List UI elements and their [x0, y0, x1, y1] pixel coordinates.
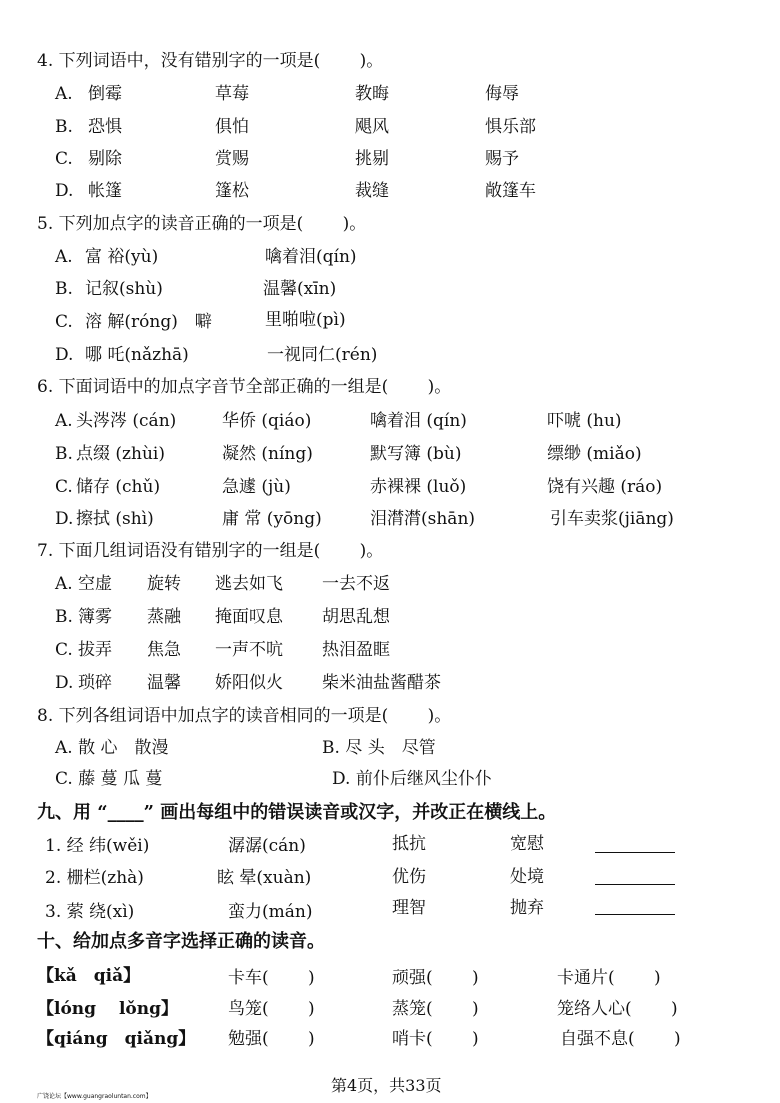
q4-label-c: C. — [55, 149, 73, 169]
s10-r1-1: 卡车( ) — [228, 968, 315, 988]
q5-stem: 5. 下列加点字的读音正确的一项是( )。 — [37, 214, 367, 234]
q7-b-2: 蒸融 — [147, 607, 181, 627]
page-number: 第4页，共33页 — [331, 1076, 442, 1095]
s9-r1-1: 1. 经 纬(wěi) — [45, 836, 150, 856]
s9-r1-3: 抵抗 — [392, 834, 426, 854]
q4-c-4: 赐予 — [485, 149, 519, 169]
q6-d-3: 泪潸潸(shān) — [370, 509, 476, 529]
q4-label-b: B. — [55, 117, 73, 137]
s10-r2-3: 笼络人心( ) — [557, 999, 678, 1019]
s10-r3-3: 自强不息( ) — [560, 1029, 681, 1049]
s10-r3-1: 勉强( ) — [228, 1029, 315, 1049]
q5-c-2: 里啪啦(pì) — [265, 310, 346, 330]
q7-a-1: 空虚 — [78, 574, 112, 594]
s10-r2-pinyin: 【lóng lǒng】 — [37, 999, 179, 1019]
q4-a-4: 侮辱 — [485, 84, 519, 104]
q6-b-1: 点缀 (zhùi) — [76, 444, 165, 464]
q6-c-4: 饶有兴趣 (ráo) — [547, 477, 663, 497]
q6-a-2: 华侨 (qiáo) — [222, 411, 312, 431]
q5-b-1: 记叙(shù) — [85, 279, 163, 299]
q7-label-c: C. — [55, 640, 73, 660]
s9-r2-answer-blank[interactable] — [595, 884, 675, 885]
s9-r3-2: 蛮力(mán) — [228, 902, 313, 922]
q6-c-3: 赤裸裸 (luǒ) — [370, 477, 467, 497]
q4-stem: 4. 下列词语中，没有错别字的一项是( )。 — [37, 51, 384, 71]
q4-b-1: 恐惧 — [88, 117, 122, 137]
s9-r2-3: 优伤 — [392, 867, 426, 887]
q4-d-2: 篷松 — [215, 181, 249, 201]
s9-r2-1: 2. 栅栏(zhà) — [45, 868, 144, 888]
s9-r1-answer-blank[interactable] — [595, 852, 675, 853]
q6-c-2: 急遽 (jù) — [222, 477, 291, 497]
q8-b: B. 尽 头 尽管 — [322, 738, 436, 758]
q5-a-2: 噙着泪(qín) — [265, 247, 357, 267]
q7-d-4: 柴米油盐酱醋茶 — [322, 673, 441, 693]
q6-c-1: 储存 (chǔ) — [76, 477, 161, 497]
q6-a-1: 头涔涔 (cán) — [76, 411, 177, 431]
q7-label-d: D. — [55, 673, 74, 693]
q7-c-4: 热泪盈眶 — [322, 640, 390, 660]
q5-d-1: 哪 吒(nǎzhā) — [85, 345, 189, 365]
q6-b-2: 凝然 (níng) — [222, 444, 313, 464]
q4-a-1: 倒霉 — [88, 84, 122, 104]
s9-r2-2: 眩 晕(xuàn) — [217, 868, 312, 888]
q7-c-2: 焦急 — [147, 640, 181, 660]
q7-stem: 7. 下面几组词语没有错别字的一组是( )。 — [37, 541, 384, 561]
q6-d-2: 庸 常 (yōng) — [222, 509, 322, 529]
q4-a-2: 草莓 — [215, 84, 249, 104]
s9-r3-answer-blank[interactable] — [595, 914, 675, 915]
q7-c-1: 拔弄 — [78, 640, 112, 660]
q4-b-3: 飓风 — [355, 117, 389, 137]
q4-c-1: 剔除 — [88, 149, 122, 169]
s9-r2-4: 处境 — [510, 867, 544, 887]
q6-b-4: 缥缈 (miǎo) — [547, 444, 642, 464]
s10-r1-pinyin: 【kǎ qiǎ】 — [37, 966, 141, 986]
q5-a-1: 富 裕(yù) — [85, 247, 159, 267]
q7-d-1: 琐碎 — [78, 673, 112, 693]
q5-label-b: B. — [55, 279, 73, 299]
q6-stem: 6. 下面词语中的加点字音节全部正确的一组是( )。 — [37, 377, 452, 397]
q6-b-3: 默写簿 (bù) — [370, 444, 462, 464]
s10-r1-3: 卡通片( ) — [557, 968, 661, 988]
q8-d: D. 前仆后继风尘仆仆 — [332, 769, 492, 789]
q5-b-2: 温馨(xīn) — [263, 279, 337, 299]
q7-d-3: 娇阳似火 — [215, 673, 283, 693]
s9-r3-1: 3. 萦 绕(xì) — [45, 902, 135, 922]
s10-r1-2: 顽强( ) — [392, 968, 479, 988]
s9-r3-4: 抛弃 — [510, 898, 544, 918]
s10-r3-pinyin: 【qiáng qiǎng】 — [37, 1029, 196, 1049]
q4-b-2: 俱怕 — [215, 117, 249, 137]
q5-label-a: A. — [55, 247, 73, 267]
section-10-title: 十、给加点多音字选择正确的读音。 — [37, 931, 325, 952]
q4-c-3: 挑剔 — [355, 149, 389, 169]
q6-label-b: B. — [55, 444, 73, 464]
q7-b-3: 掩面叹息 — [215, 607, 283, 627]
q7-label-a: A. — [55, 574, 73, 594]
q8-a: A. 散 心 散漫 — [55, 738, 169, 758]
q4-c-2: 赏赐 — [215, 149, 249, 169]
q7-a-4: 一去不返 — [322, 574, 390, 594]
q8-stem: 8. 下列各组词语中加点字的读音相同的一项是( )。 — [37, 706, 452, 726]
q6-a-4: 吓唬 (hu) — [547, 411, 622, 431]
q7-d-2: 温馨 — [147, 673, 181, 693]
q4-d-1: 帐篷 — [88, 181, 122, 201]
q7-c-3: 一声不吭 — [215, 640, 283, 660]
q6-d-4: 引车卖浆(jiāng) — [550, 509, 674, 529]
q5-label-c: C. — [55, 312, 73, 332]
q5-label-d: D. — [55, 345, 74, 365]
q7-a-3: 逃去如飞 — [215, 574, 283, 594]
section-9-title: 九、用 “____” 画出每组中的错误读音或汉字，并改正在横线上。 — [37, 802, 557, 823]
s10-r3-2: 哨卡( ) — [392, 1029, 479, 1049]
s9-r1-4: 宽慰 — [510, 834, 544, 854]
q4-a-3: 教晦 — [355, 84, 389, 104]
q6-label-a: A. — [55, 411, 73, 431]
q5-c-1: 溶 解(róng) 噼 — [85, 312, 212, 332]
q7-label-b: B. — [55, 607, 73, 627]
q8-c: C. 藤 蔓 瓜 蔓 — [55, 769, 163, 789]
s9-r1-2: 潺潺(cán) — [228, 836, 306, 856]
q6-a-3: 噙着泪 (qín) — [370, 411, 467, 431]
q6-label-c: C. — [55, 477, 73, 497]
q4-label-a: A. — [55, 84, 73, 104]
q7-b-1: 簿雾 — [78, 607, 112, 627]
q6-d-1: 擦拭 (shì) — [76, 509, 154, 529]
q5-d-2: 一视同仁(rén) — [267, 345, 378, 365]
s10-r2-2: 蒸笼( ) — [392, 999, 479, 1019]
q7-b-4: 胡思乱想 — [322, 607, 390, 627]
q4-d-3: 裁缝 — [355, 181, 389, 201]
q4-d-4: 敞篷车 — [485, 181, 536, 201]
q7-a-2: 旋转 — [147, 574, 181, 594]
q4-label-d: D. — [55, 181, 74, 201]
s9-r3-3: 理智 — [392, 898, 426, 918]
site-watermark: 广饶论坛【www.guangraoluntan.com】 — [37, 1093, 152, 1100]
s10-r2-1: 鸟笼( ) — [228, 999, 315, 1019]
q6-label-d: D. — [55, 509, 74, 529]
q4-b-4: 惧乐部 — [485, 117, 536, 137]
